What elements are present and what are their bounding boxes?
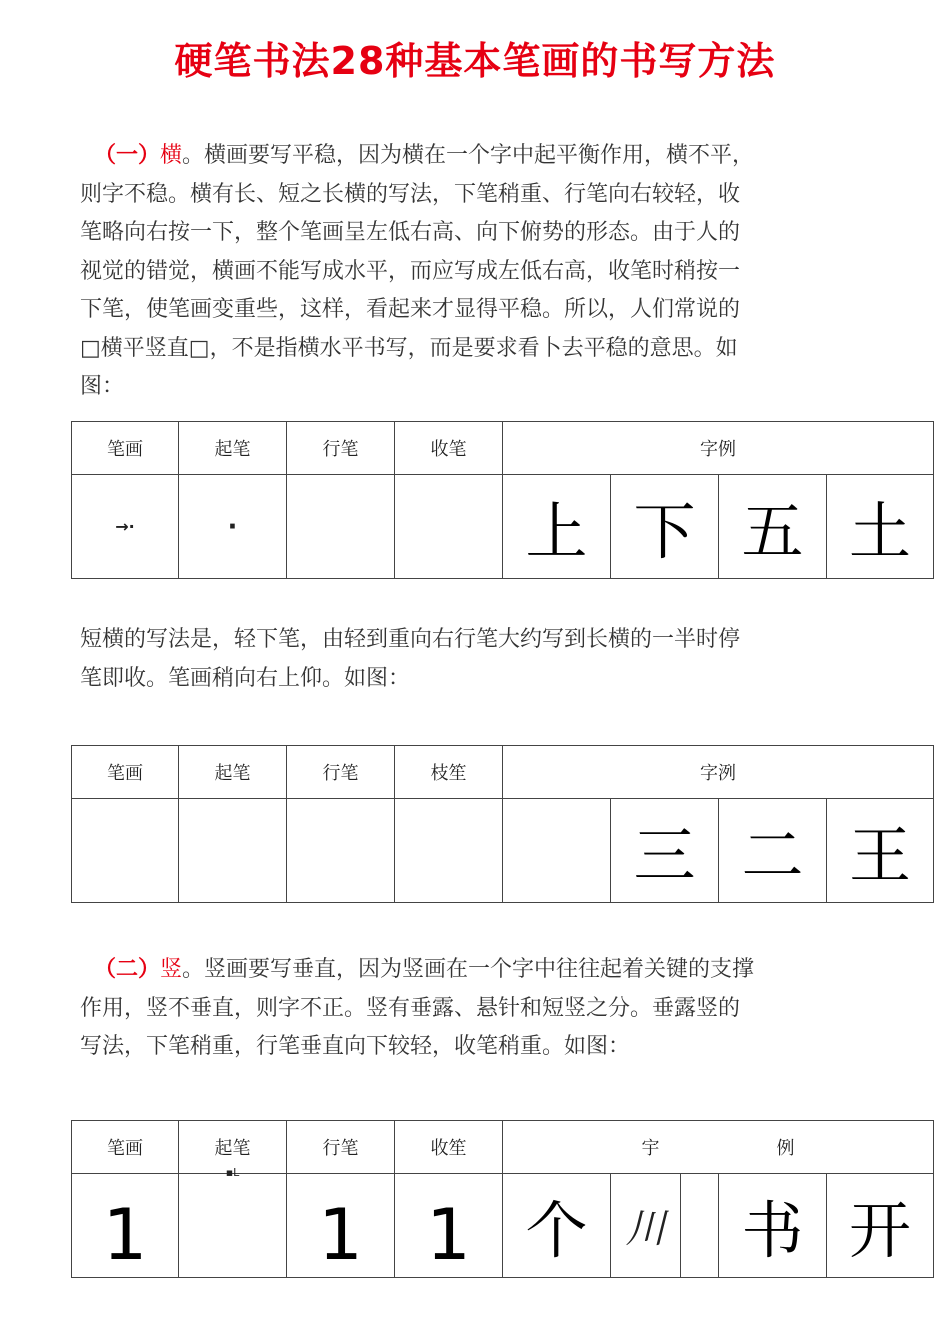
col-header-stroke: 笔画 (72, 422, 179, 475)
start-glyph: ▪L (225, 1166, 240, 1179)
example-char: 王 (848, 819, 911, 892)
col-header-examples: 字例 (503, 422, 934, 475)
example-char: 个 (525, 1194, 588, 1267)
stroke-glyph: →· (115, 517, 135, 536)
col-header-start: 起笔 (179, 1121, 287, 1174)
para2-line-1: 笔即收。笔画稍向右上仰。如图： (80, 665, 411, 691)
col-header-end: 枝笙 (395, 746, 503, 799)
end-cell (395, 475, 503, 579)
start-glyph: · (227, 511, 238, 542)
section1-paragraph (80, 137, 865, 407)
stroke-table-heng (71, 421, 934, 579)
col-header-start: 起笔 (179, 422, 287, 475)
col-header-end: 收笔 (395, 422, 503, 475)
stroke-cell (72, 799, 179, 903)
example-char: 上 (525, 495, 588, 568)
start-cell (179, 1166, 287, 1278)
section2-number: （二） (94, 957, 161, 982)
move-glyph: 1 (318, 1193, 363, 1276)
col-header-move: 行笔 (287, 1121, 395, 1174)
end-glyph: 1 (426, 1193, 471, 1276)
example-char: 川 (625, 1206, 666, 1252)
example-cell (827, 475, 934, 579)
example-cell (503, 799, 611, 903)
section1-name: 横 (160, 143, 183, 168)
col-header-stroke: 笔画 (72, 746, 179, 799)
example-cell (827, 1174, 934, 1278)
section1-line-5: □横平竖直□，不是指横水平书写，而是要求看卜去平稳的意思。如 (80, 335, 738, 361)
col-header-examples: 字洌 (503, 746, 934, 799)
example-cell (611, 475, 719, 579)
page-title: 硬笔书法28种基本笔画的书写方法 (174, 39, 776, 83)
section1-line-3: 视觉的错觉，横画不能写成水平，而应写成左低右高，收笔时稍按一 (80, 258, 741, 284)
example-char: 书 (741, 1194, 804, 1267)
stroke-table-shu (71, 1120, 934, 1278)
example-cell (611, 799, 719, 903)
section2-name: 竖 (160, 957, 183, 982)
start-cell (179, 475, 287, 579)
col-header-start: 起笔 (179, 746, 287, 799)
move-cell (287, 475, 395, 579)
section1-number: （一） (94, 143, 161, 168)
example-cell (827, 799, 934, 903)
example-char: 下 (633, 495, 696, 568)
para2-line-0: 短横的写法是，轻下笔，由轻到重向右行笔大约写到长横的一半时停 (80, 627, 741, 652)
example-cell (503, 475, 611, 579)
example-char: 五 (741, 495, 804, 568)
end-cell (395, 799, 503, 903)
col-header-end: 收笙 (395, 1121, 503, 1174)
stroke-table-short-heng (71, 745, 934, 903)
example-cell (611, 1174, 681, 1278)
example-cell (503, 1174, 611, 1278)
example-cell (719, 1174, 827, 1278)
section2-line-2: 写法，下笔稍重，行笔垂直向下较轻，收笔稍重。如图： (80, 1034, 631, 1059)
section1-line-4: 下笔，使笔画变重些，这样，看起来才显得平稳。所以，人们常说的 (80, 297, 741, 322)
col-header-examples-a: 宇 (641, 1138, 660, 1159)
stroke-glyph: 1 (102, 1193, 148, 1276)
example-char: 二 (741, 819, 804, 892)
example-char: 三 (633, 819, 696, 892)
move-cell (287, 799, 395, 903)
section1-line-0: 。横画要写平稳，因为横在一个字中起平衡作用，横不平， (182, 143, 755, 168)
stroke-cell (72, 1174, 179, 1278)
section1-line-6: 图： (80, 374, 125, 399)
col-header-move: 行笔 (287, 422, 395, 475)
section1-line-1: 则字不稳。横有长、短之长横的写法，下笔稍重、行笔向右较轻，收 (80, 181, 741, 207)
short-heng-paragraph (80, 621, 865, 698)
col-header-examples (503, 1121, 934, 1174)
col-header-move: 行笔 (287, 746, 395, 799)
example-char: 开 (849, 1194, 912, 1267)
example-char: 土 (848, 495, 911, 568)
end-cell (395, 1174, 503, 1278)
section2-line-1: 作用，竖不垂直，则字不正。竖有垂露、悬针和短竖之分。垂露竖的 (80, 995, 741, 1021)
start-cell (179, 799, 287, 903)
stroke-cell (72, 475, 179, 579)
section1-line-2: 笔略向右按一下，整个笔画呈左低右高、向下俯势的形态。由于人的 (80, 220, 741, 245)
example-cell (681, 1174, 719, 1278)
col-header-examples-b: 例 (776, 1138, 795, 1159)
section2-paragraph (80, 951, 865, 1067)
col-header-stroke: 笔画 (72, 1121, 179, 1174)
move-cell (287, 1174, 395, 1278)
section2-line-0: 。竖画要写垂直，因为竖画在一个字中往往起着关键的支撑 (182, 957, 755, 982)
example-cell (719, 475, 827, 579)
example-cell (719, 799, 827, 903)
